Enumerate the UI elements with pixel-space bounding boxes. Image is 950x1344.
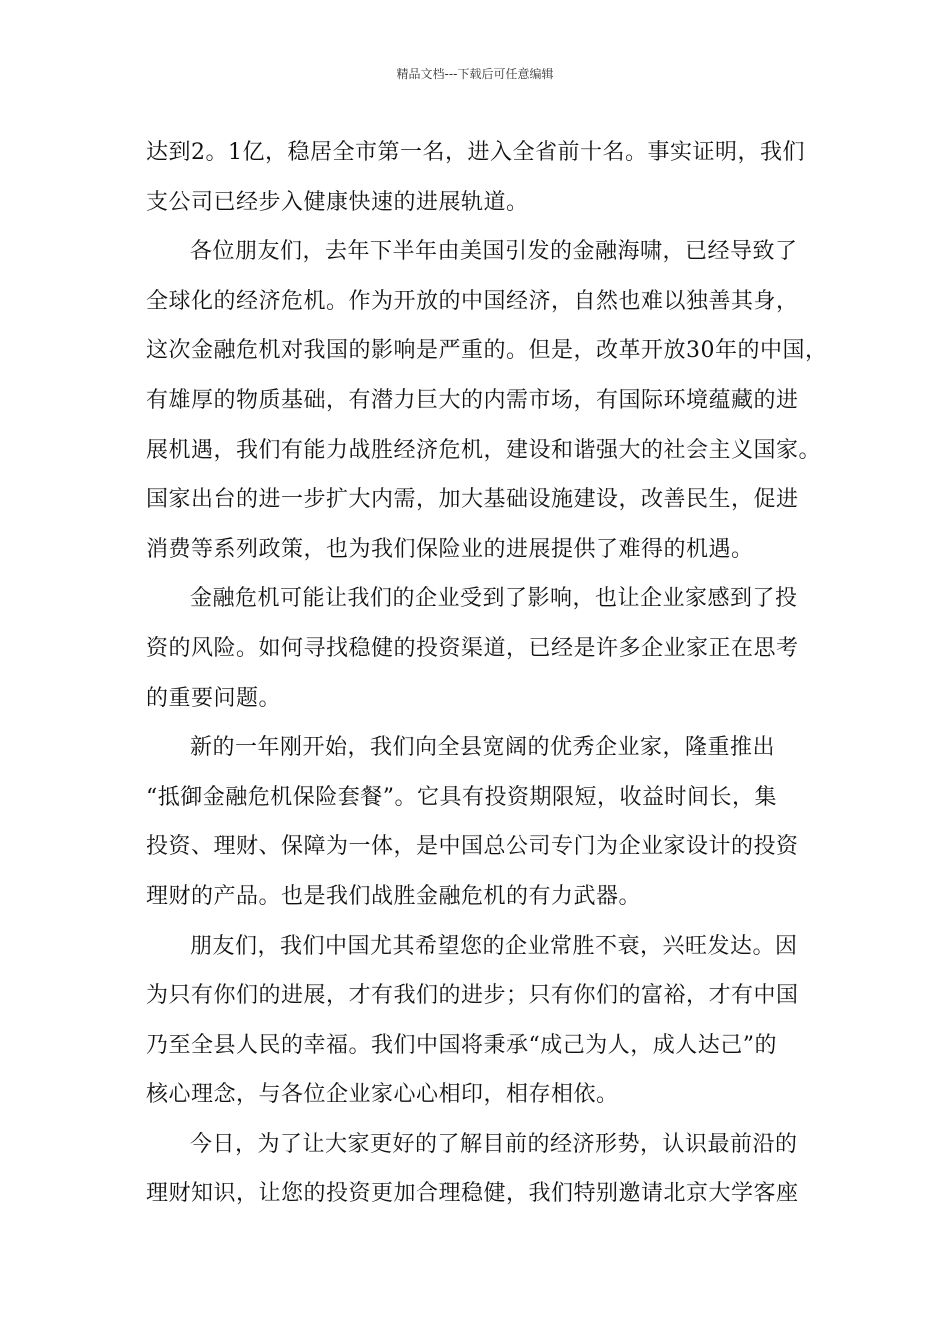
text-line: 资的风险。如何寻找稳健的投资渠道，已经是许多企业家正在思考 xyxy=(146,635,799,661)
text-line: 理财知识，让您的投资更加合理稳健，我们特别邀请北京大学客座 xyxy=(146,1181,799,1207)
text-line: 投资、理财、保障为一体，是中国总公司专门为企业家设计的投资 xyxy=(146,834,799,860)
paragraph-first-line: 新的一年刚开始，我们向全县宽阔的优秀企业家，隆重推出 xyxy=(190,735,776,761)
text-line: 乃至全县人民的幸福。我们中国将秉承“成己为人，成人达己”的 xyxy=(146,1032,777,1058)
paragraph-first-line: 金融危机可能让我们的企业受到了影响，也让企业家感到了投 xyxy=(190,586,798,612)
paragraph-first-line: 各位朋友们，去年下半年由美国引发的金融海啸，已经导致了 xyxy=(190,239,798,265)
text-line: 的重要问题。 xyxy=(146,685,282,711)
text-line: “抵御金融危机保险套餐”。它具有投资期限短，收益时间长，集 xyxy=(146,784,777,810)
text-line: 这次金融危机对我国的影响是严重的。但是，改革开放30年的中国， xyxy=(146,338,828,364)
text-line: 支公司已经步入健康快速的进展轨道。 xyxy=(146,189,529,215)
page-header: 精品文档---下载后可任意编辑 xyxy=(396,67,554,81)
text-line: 国家出台的进一步扩大内需，加大基础设施建设，改善民生，促进 xyxy=(146,487,799,513)
text-line: 理财的产品。也是我们战胜金融危机的有力武器。 xyxy=(146,883,642,909)
text-line: 全球化的经济危机。作为开放的中国经济，自然也难以独善其身， xyxy=(146,288,799,314)
text-line: 核心理念，与各位企业家心心相印，相存相依。 xyxy=(146,1082,619,1108)
text-line: 达到2。1亿，稳居全市第一名，进入全省前十名。事实证明，我们 xyxy=(146,140,805,165)
text-line: 展机遇，我们有能力战胜经济危机，建设和谐强大的社会主义国家。 xyxy=(146,437,822,463)
document-body xyxy=(146,128,828,1219)
text-line: 为只有你们的进展，才有我们的进步；只有你们的富裕，才有中国 xyxy=(146,983,799,1009)
text-line: 消费等系列政策，也为我们保险业的进展提供了难得的机遇。 xyxy=(146,536,754,562)
paragraph-first-line: 今日，为了让大家更好的了解目前的经济形势，认识最前沿的 xyxy=(190,1131,798,1157)
text-line: 有雄厚的物质基础，有潜力巨大的内需市场，有国际环境蕴藏的进 xyxy=(146,387,799,413)
paragraph-first-line: 朋友们，我们中国尤其希望您的企业常胜不衰，兴旺发达。因 xyxy=(190,933,798,959)
